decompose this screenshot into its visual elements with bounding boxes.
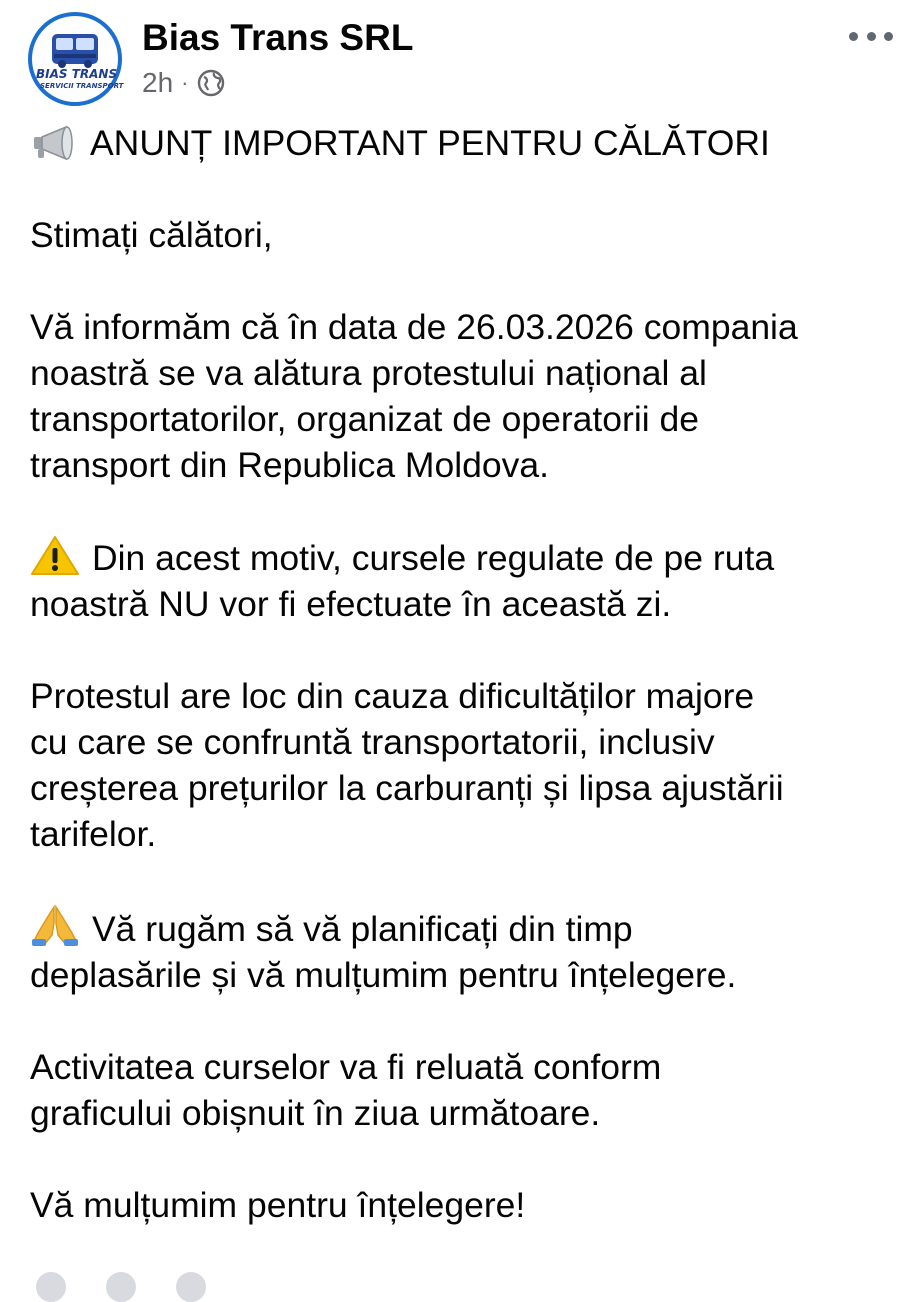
more-dot: [884, 32, 893, 41]
post-time[interactable]: 2h: [142, 67, 174, 98]
paragraph-2: Din acest motiv, cursele regulate de pe ruta noastră NU vor fi efectuate în această zi.: [30, 538, 775, 624]
paragraph-1: Vă informăm că în data de 26.03.2026 compania noastră se va alătura protestului național al transportatorilor, organizat de operatorii de transport din Republica Moldova.: [30, 307, 798, 485]
post-body: [30, 120, 910, 1228]
meta-separator: ·: [181, 70, 189, 95]
paragraph-3: Protestul are loc din cauza dificultăților majore cu care se confruntă transportatorii, inclusiv creșterea prețurilor la carburanți și lipsa ajustării tarifelor.: [30, 676, 784, 854]
post-meta: [142, 66, 226, 100]
avatar-logo-subtext: SERVICII TRANSPORT: [40, 82, 124, 90]
share-icon[interactable]: [176, 1272, 206, 1302]
more-dot: [867, 32, 876, 41]
paragraph-4-line: [30, 903, 910, 998]
folded-hands-icon: [30, 903, 80, 947]
avatar-logo-text: BIAS TRANS: [36, 67, 118, 81]
greeting: Stimați călători,: [30, 215, 273, 255]
more-options-button[interactable]: [849, 22, 893, 50]
like-icon[interactable]: [36, 1272, 66, 1302]
megaphone-icon: [30, 123, 78, 163]
post-title-line: [30, 120, 910, 166]
comment-icon[interactable]: [106, 1272, 136, 1302]
page-name[interactable]: Bias Trans SRL: [142, 17, 414, 58]
globe-icon[interactable]: [196, 68, 226, 98]
paragraph-4: Vă rugăm să vă planificați din timp deplasările și vă mulțumim pentru înțelegere.: [30, 909, 737, 995]
post-title: ANUNȚ IMPORTANT PENTRU CĂLĂTORI: [90, 123, 770, 163]
more-dot: [849, 32, 858, 41]
post-header: [28, 12, 893, 108]
warning-icon: [30, 534, 80, 576]
reaction-bar-partial: [0, 1262, 921, 1280]
paragraph-2-line: [30, 534, 910, 627]
avatar[interactable]: [28, 12, 122, 106]
paragraph-5: Activitatea curselor va fi reluată conform graficului obișnuit în ziua următoare.: [30, 1047, 662, 1133]
paragraph-6: Vă mulțumim pentru înțelegere!: [30, 1185, 526, 1225]
